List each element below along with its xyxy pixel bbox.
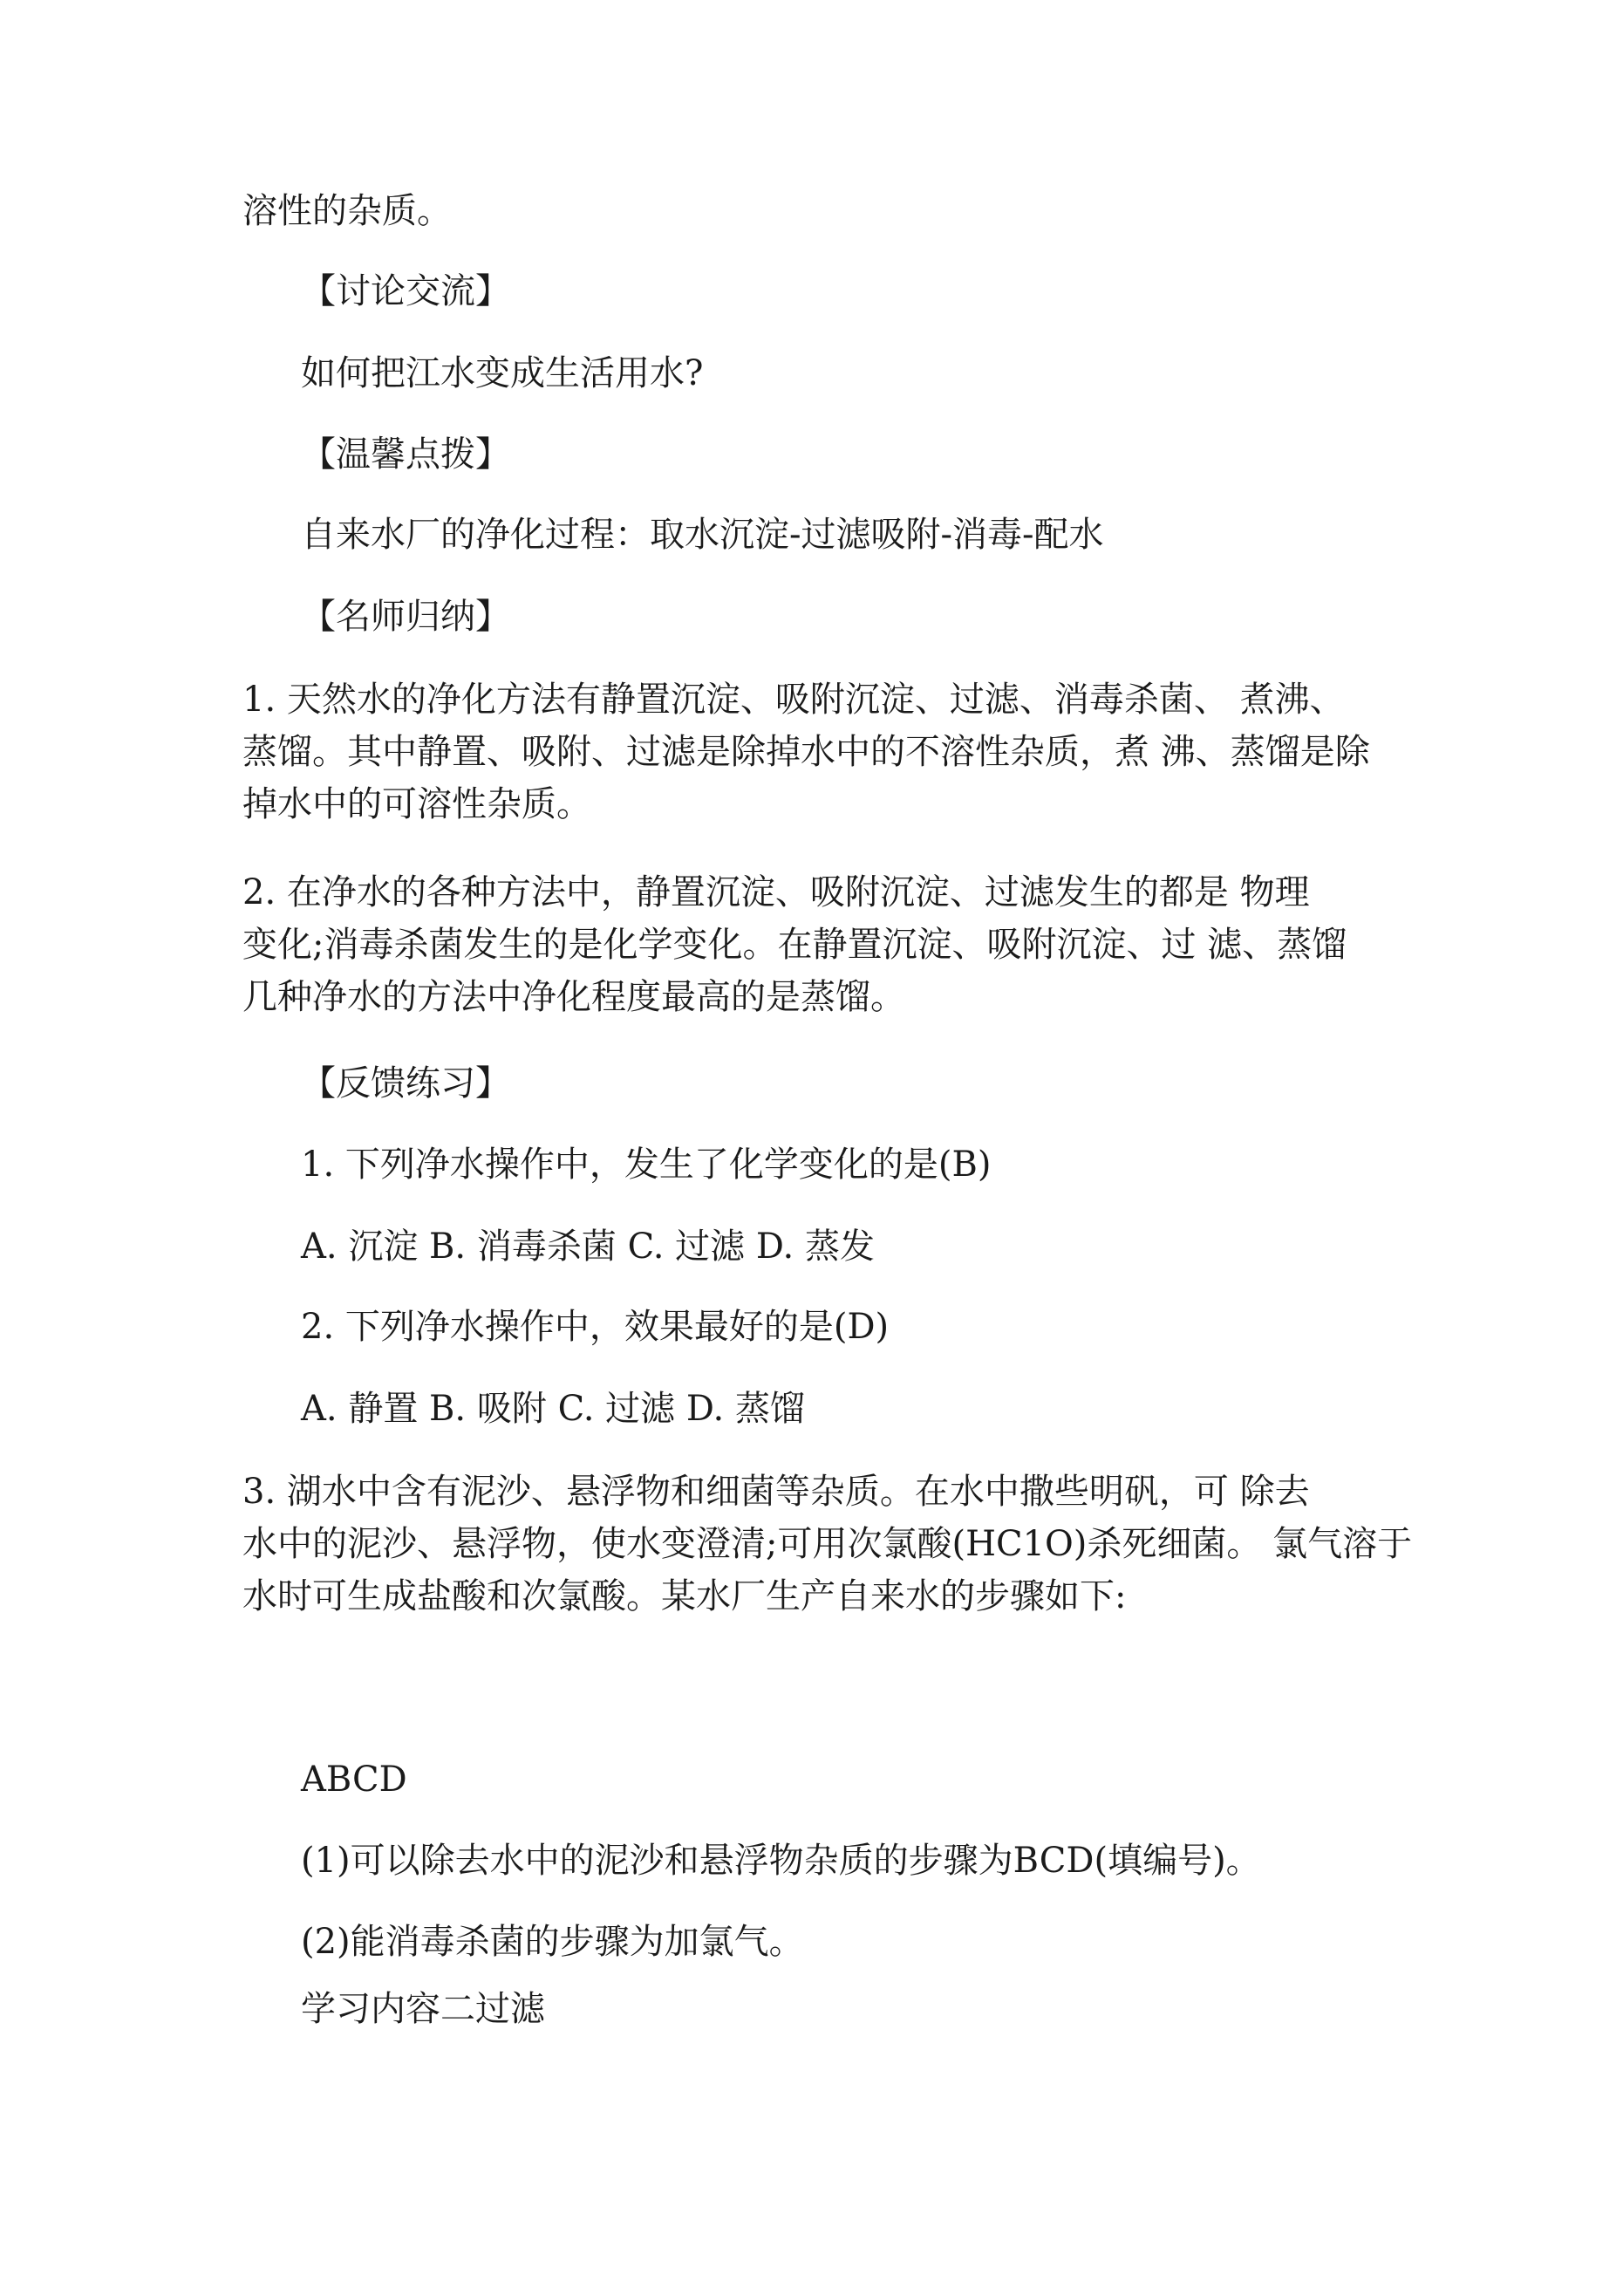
heading-practice: 【反馈练习】 [301, 1063, 510, 1104]
question-2-options: A. 静置 B. 吸附 C. 过滤 D. 蒸馏 [301, 1389, 805, 1429]
question-3-part-2: (2)能消毒杀菌的步骤为加氯气。 [301, 1922, 804, 1962]
question-3-line-3: 水时可生成盐酸和次氯酸。某水厂生产自来水的步骤如下: [242, 1576, 1127, 1616]
question-3-paragraph [242, 1466, 1411, 1623]
question-3-part-1: (1)可以除去水中的泥沙和悬浮物杂质的步骤为BCD(填编号)。 [301, 1841, 1261, 1881]
summary-p1-line-1: 1. 天然水的净化方法有静置沉淀、吸附沉淀、过滤、消毒杀菌、 煮沸、 [242, 680, 1345, 720]
heading-discussion: 【讨论交流】 [301, 271, 510, 311]
heading-tips: 【温馨点拨】 [301, 434, 510, 475]
summary-p1-line-2: 蒸馏。其中静置、吸附、过滤是除掉水中的不溶性杂质，煮 沸、蒸馏是除 [242, 732, 1370, 772]
question-line: 如何把江水变成生活用水? [301, 353, 704, 393]
question-3-line-1: 3. 湖水中含有泥沙、悬浮物和细菌等杂质。在水中撒些明矾，可 除去 [242, 1472, 1310, 1512]
summary-p2-line-3: 几种净水的方法中净化程度最高的是蒸馏。 [242, 977, 905, 1017]
summary-p1-line-3: 掉水中的可溶性杂质。 [242, 784, 591, 824]
summary-p2-line-1: 2. 在净水的各种方法中，静置沉淀、吸附沉淀、过滤发生的都是 物理 [242, 872, 1310, 912]
question-3-line-2: 水中的泥沙、悬浮物，使水变澄清;可用次氯酸(HC1O)杀死细菌。 氯气溶于 [242, 1524, 1413, 1564]
purification-process-line: 自来水厂的净化过程：取水沉淀-过滤吸附-消毒-配水 [301, 515, 1104, 555]
question-1-options: A. 沉淀 B. 消毒杀菌 C. 过滤 D. 蒸发 [301, 1227, 875, 1267]
summary-p2-line-2: 变化;消毒杀菌发生的是化学变化。在静置沉淀、吸附沉淀、过 滤、蒸馏 [242, 925, 1347, 965]
summary-paragraph-1 [242, 673, 1411, 830]
section-heading-filtration: 学习内容二过滤 [301, 1989, 545, 2029]
heading-summary: 【名师归纳】 [301, 597, 510, 637]
question-2: 2. 下列净水操作中，效果最好的是(D) [301, 1307, 890, 1347]
summary-paragraph-2 [242, 866, 1411, 1023]
steps-labels: ABCD [301, 1760, 407, 1800]
question-1: 1. 下列净水操作中，发生了化学变化的是(B) [301, 1145, 992, 1185]
text-line-continuation: 溶性的杂质。 [242, 191, 452, 231]
